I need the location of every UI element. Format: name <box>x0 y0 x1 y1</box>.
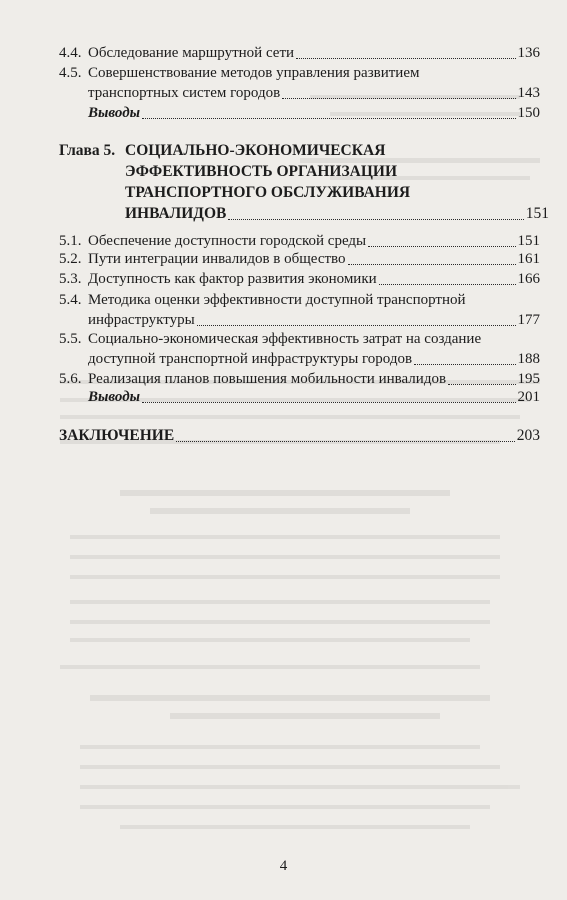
dot-leader <box>448 384 515 385</box>
dot-leader <box>296 58 515 59</box>
entry-title: Выводы <box>88 105 141 121</box>
entry-title: Методика оценки эффективности доступной транспортной <box>88 292 466 308</box>
entry-page: 166 <box>517 271 540 287</box>
chapter-page: 151 <box>525 205 549 222</box>
entry-page: 151 <box>517 233 540 249</box>
chapter-title-line: ТРАНСПОРТНОГО ОБСЛУЖИВАНИЯ <box>125 184 411 201</box>
entry-number: 5.1. <box>59 233 82 249</box>
toc-entry-5-6 <box>59 369 540 389</box>
entry-title: Доступность как фактор развития экономики <box>88 271 377 287</box>
entry-page: 136 <box>517 45 540 61</box>
dot-leader <box>348 264 516 265</box>
entry-title: Совершенствование методов управления развитием <box>88 65 420 81</box>
toc-entry-5-4 <box>59 290 540 330</box>
page-number: 4 <box>279 858 288 874</box>
entry-title-cont: инфраструктуры <box>88 312 195 328</box>
entry-title: Обследование маршрутной сети <box>88 45 295 61</box>
entry-page: 150 <box>517 105 540 121</box>
chapter-label: Глава 5. <box>59 142 116 159</box>
toc-entry-5-3 <box>59 269 540 289</box>
entry-number: 5.6. <box>59 371 82 387</box>
toc-entry-conclusion <box>59 426 540 446</box>
entry-title: Пути интеграции инвалидов в общество <box>88 251 346 267</box>
entry-number: 4.5. <box>59 65 82 81</box>
dot-leader <box>197 325 516 326</box>
conclusion-page: 203 <box>516 427 540 444</box>
entry-number: 5.2. <box>59 251 82 267</box>
entry-number: 5.4. <box>59 292 82 308</box>
toc-entry-conclusions-4 <box>88 103 540 123</box>
entry-page: 201 <box>517 389 540 405</box>
entry-title-cont: транспортных систем городов <box>88 85 281 101</box>
entry-number: 5.5. <box>59 331 82 347</box>
dot-leader <box>142 402 515 403</box>
entry-page: 143 <box>517 85 540 101</box>
dot-leader <box>414 364 515 365</box>
chapter-title-line: ЭФФЕКТИВНОСТЬ ОРГАНИЗАЦИИ <box>125 163 398 180</box>
entry-page: 177 <box>517 312 540 328</box>
dot-leader <box>282 98 515 99</box>
dot-leader <box>142 118 515 119</box>
entry-title: Обеспечение доступности городской среды <box>88 233 367 249</box>
conclusion-title: ЗАКЛЮЧЕНИЕ <box>59 427 175 444</box>
entry-title: Выводы <box>88 389 141 405</box>
entry-page: 188 <box>517 351 540 367</box>
dot-leader <box>368 246 515 247</box>
entry-title: Социально-экономическая эффективность затрат на создание <box>88 331 482 347</box>
dot-leader <box>228 219 523 220</box>
entry-page: 161 <box>517 251 540 267</box>
toc-entry-4-4 <box>59 43 540 63</box>
chapter-title-line: СОЦИАЛЬНО-ЭКОНОМИЧЕСКАЯ <box>125 142 386 159</box>
dot-leader <box>176 441 515 442</box>
toc-entry-5-2 <box>59 249 540 269</box>
toc-entry-5-1 <box>59 231 540 251</box>
entry-number: 5.3. <box>59 271 82 287</box>
toc-entry-4-5 <box>59 63 540 103</box>
entry-title-cont: доступной транспортной инфраструктуры городов <box>88 351 413 367</box>
chapter-title-line: ИНВАЛИДОВ <box>125 205 227 222</box>
entry-title: Реализация планов повышения мобильности инвалидов <box>88 371 447 387</box>
entry-page: 195 <box>517 371 540 387</box>
dot-leader <box>379 284 516 285</box>
toc-entry-5-5 <box>59 329 540 369</box>
entry-number: 4.4. <box>59 45 82 61</box>
toc-entry-conclusions-5 <box>88 387 540 407</box>
